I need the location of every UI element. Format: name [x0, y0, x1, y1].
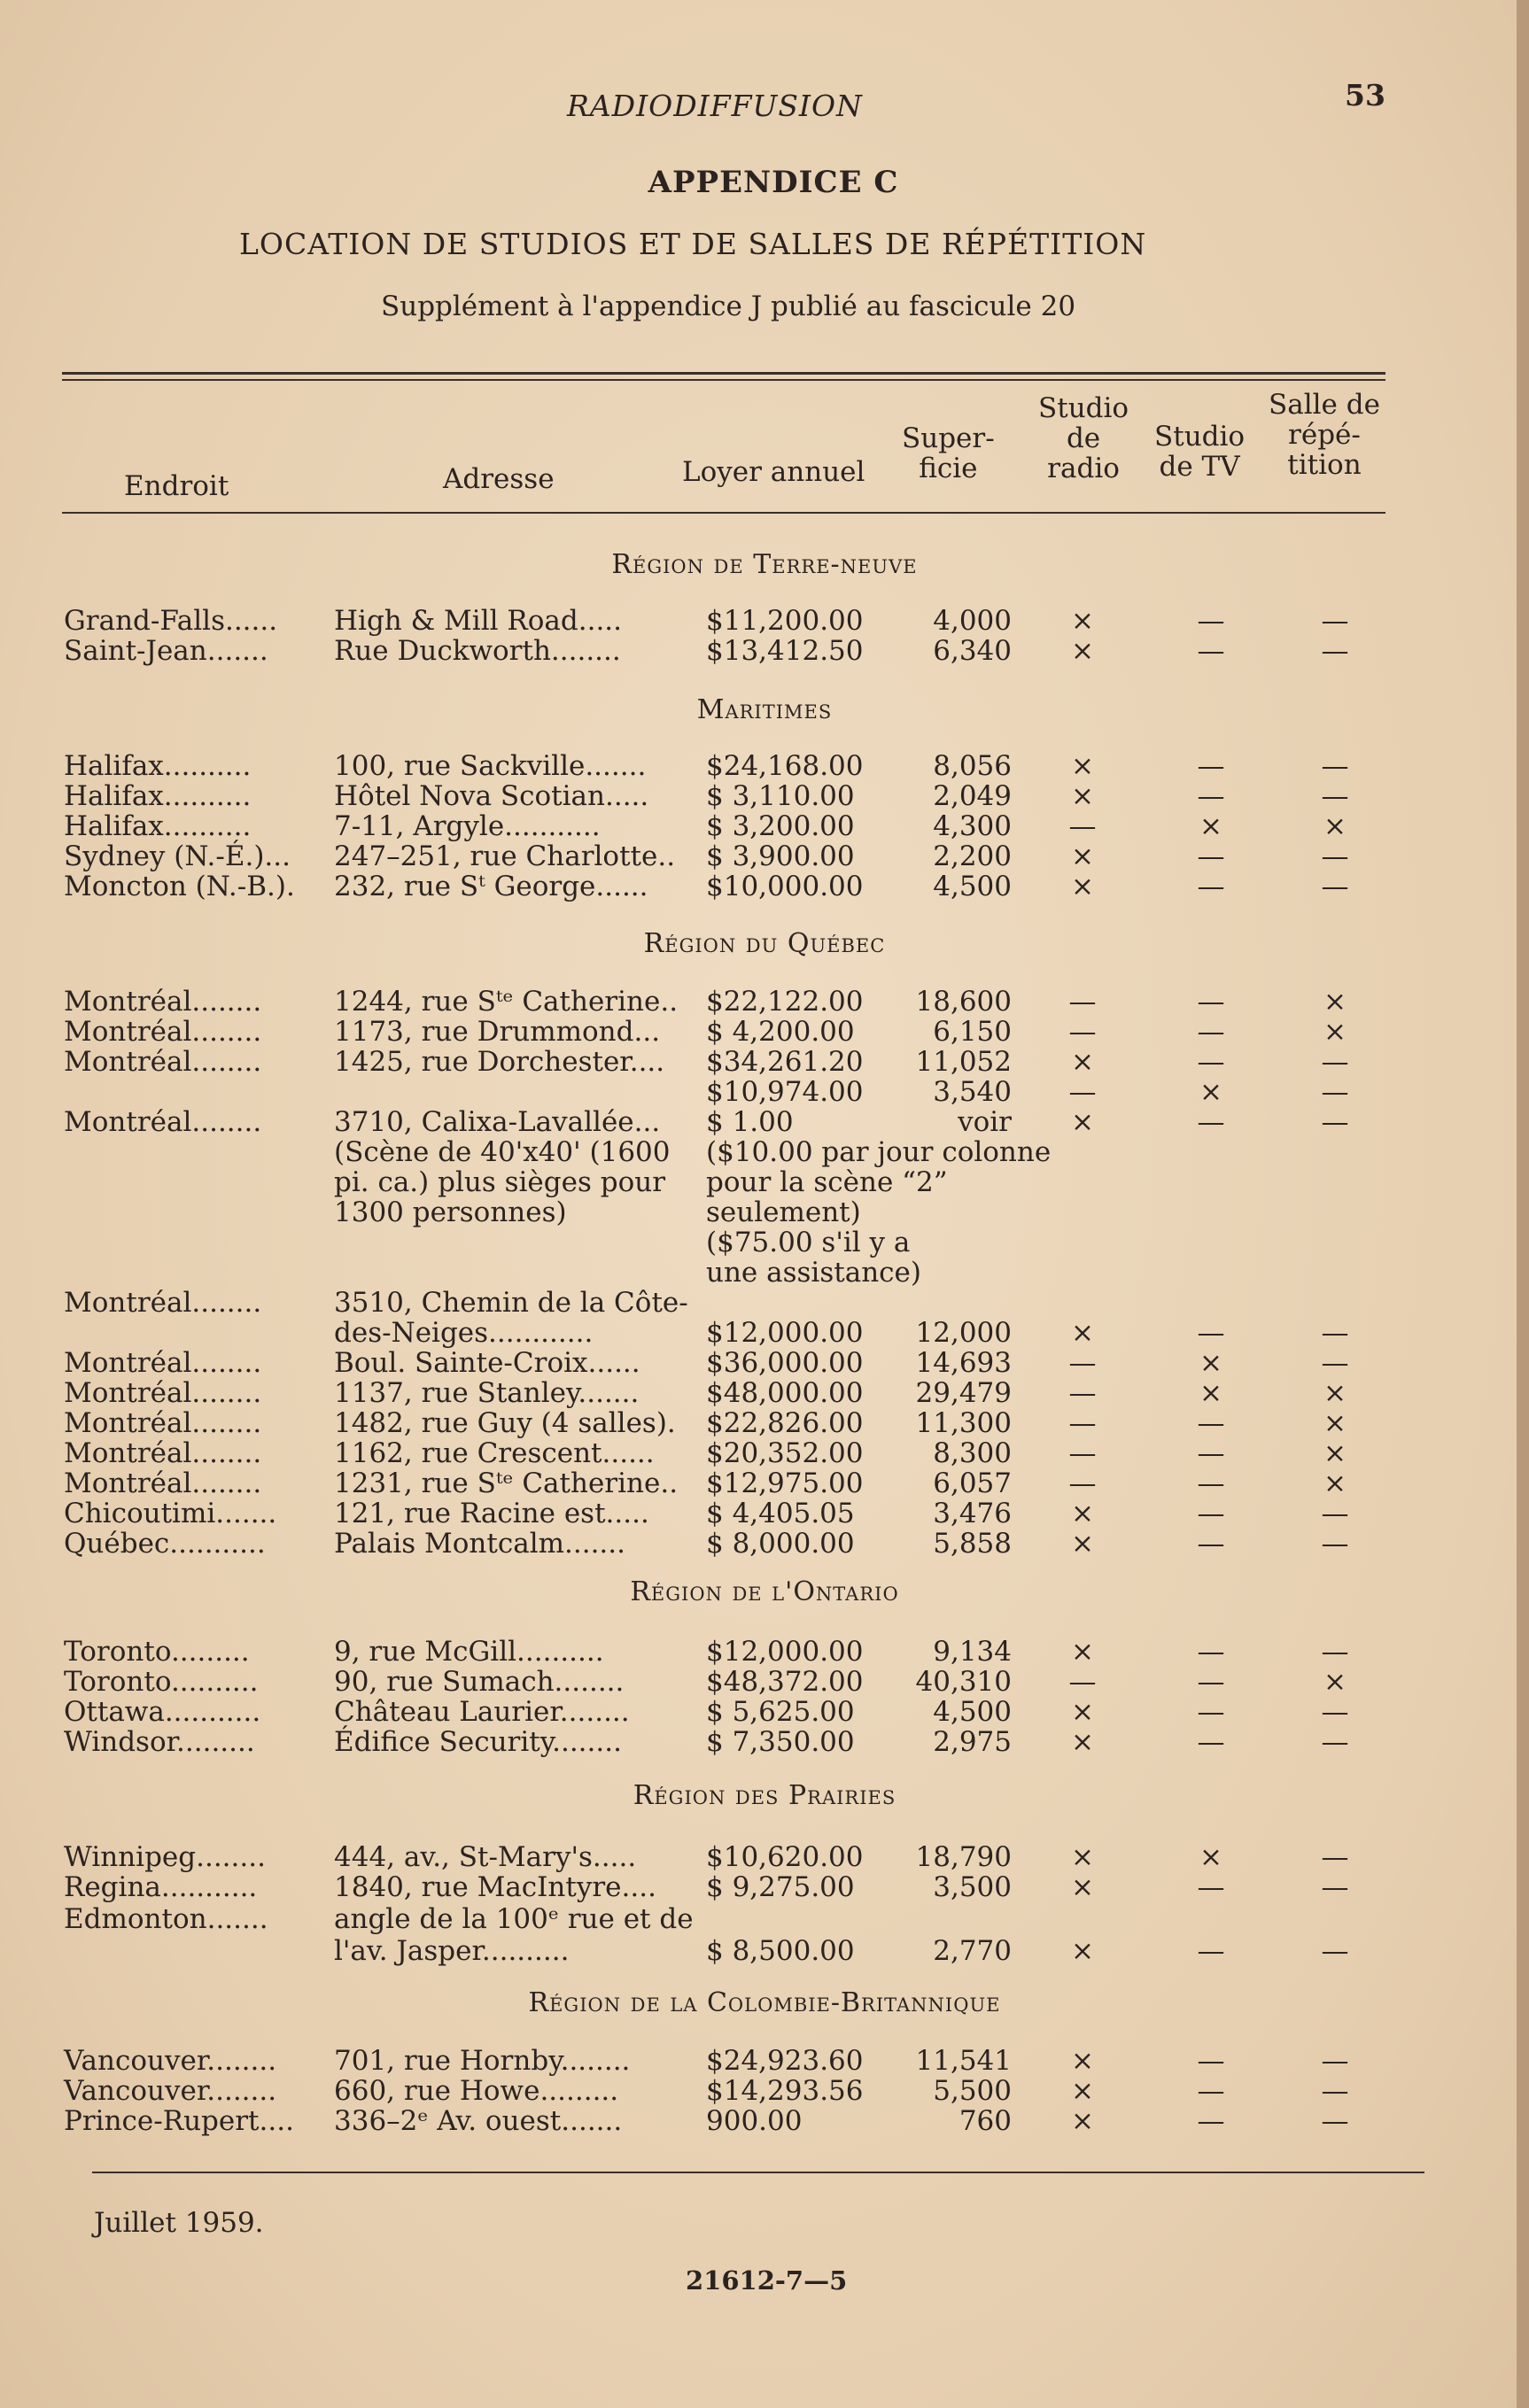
table-row — [64, 2076, 1393, 2106]
place-cell: Grand-Falls...... — [64, 605, 278, 637]
place-cell: Montréal........ — [64, 1437, 262, 1469]
rent-cell: 900.00 — [706, 2105, 803, 2137]
address-cell: 1840, rue MacIntyre.... — [334, 1871, 656, 1903]
rehearsal-room-cell: — — [1321, 1935, 1349, 1967]
rehearsal-room-cell: × — [1323, 1437, 1347, 1469]
place-cell: Ottawa........... — [64, 1696, 261, 1728]
rehearsal-room-cell: — — [1321, 2075, 1349, 2107]
document-subtitle: Supplément à l'appendice J publié au fascicule 20 — [381, 290, 1076, 322]
tv-studio-cell: — — [1197, 1407, 1225, 1439]
tv-studio-cell: — — [1197, 1871, 1225, 1903]
rehearsal-room-cell: — — [1321, 750, 1349, 782]
table-row — [64, 811, 1393, 841]
place-cell: Toronto.......... — [64, 1666, 259, 1698]
place-cell: Montréal........ — [64, 1467, 262, 1499]
area-cell: 14,693 — [915, 1347, 1012, 1379]
rehearsal-room-cell: — — [1321, 1696, 1349, 1728]
place-cell: Montréal........ — [64, 986, 262, 1018]
page-number: 53 — [1345, 78, 1385, 112]
radio-studio-cell: × — [1071, 2045, 1094, 2077]
tv-studio-cell: — — [1197, 1696, 1225, 1728]
radio-studio-cell: × — [1071, 1696, 1094, 1728]
table-row — [64, 1197, 1393, 1227]
tv-studio-cell: × — [1199, 1076, 1222, 1108]
rehearsal-room-cell: — — [1321, 1076, 1349, 1108]
place-cell: Prince-Rupert.... — [64, 2105, 294, 2137]
rehearsal-room-cell: — — [1321, 2045, 1349, 2077]
address-cell: 1173, rue Drummond... — [334, 1016, 661, 1048]
tv-studio-cell: — — [1197, 1467, 1225, 1499]
radio-studio-cell: × — [1071, 1871, 1094, 1903]
rehearsal-room-cell: — — [1321, 635, 1349, 667]
area-cell: 9,134 — [933, 1636, 1012, 1668]
area-cell: 29,479 — [915, 1377, 1012, 1409]
table-row — [64, 1077, 1393, 1107]
radio-studio-cell: — — [1068, 986, 1097, 1018]
area-cell: 6,057 — [933, 1467, 1012, 1499]
tv-studio-cell: — — [1197, 780, 1225, 812]
rehearsal-room-cell: × — [1323, 1666, 1347, 1698]
tv-studio-cell: — — [1197, 1106, 1225, 1138]
address-cell: Palais Montcalm....... — [334, 1528, 625, 1560]
rehearsal-room-cell: — — [1321, 840, 1349, 872]
running-title: RADIODIFFUSION — [567, 89, 863, 123]
tv-studio-cell: — — [1197, 2075, 1225, 2107]
address-cell: des-Neiges............ — [334, 1317, 594, 1349]
tv-studio-cell: — — [1197, 2105, 1225, 2137]
rent-cell: $ 9,275.00 — [706, 1871, 855, 1903]
address-cell: 1482, rue Guy (4 salles). — [334, 1407, 676, 1439]
rent-cell: $22,122.00 — [706, 986, 864, 1018]
table-row — [64, 1137, 1393, 1167]
place-cell: Montréal........ — [64, 1046, 262, 1078]
rent-cell: $10,000.00 — [706, 871, 864, 902]
table-row — [64, 1904, 1393, 1934]
top-rule — [62, 372, 1385, 375]
address-cell: 1162, rue Crescent...... — [334, 1437, 655, 1469]
table-row — [64, 1498, 1393, 1529]
area-cell: 18,600 — [915, 986, 1012, 1018]
table-row — [64, 1258, 1393, 1288]
top-rule-2 — [62, 379, 1385, 381]
area-cell: 8,056 — [933, 750, 1012, 782]
col-header-tv: Studio de TV — [1154, 421, 1246, 483]
address-cell: Hôtel Nova Scotian..... — [334, 780, 649, 812]
tv-studio-cell: — — [1197, 1317, 1225, 1349]
rent-cell: $34,261.20 — [706, 1046, 864, 1078]
rehearsal-room-cell: × — [1323, 810, 1347, 842]
address-cell: 1231, rue Sᵗᵉ Catherine.. — [334, 1467, 679, 1499]
tv-studio-cell: × — [1199, 1377, 1222, 1409]
radio-studio-cell: — — [1068, 1377, 1097, 1409]
tv-studio-cell: — — [1197, 750, 1225, 782]
rent-cell: $12,975.00 — [706, 1467, 864, 1499]
radio-studio-cell: × — [1071, 1046, 1094, 1078]
area-cell: 18,790 — [915, 1841, 1012, 1873]
radio-studio-cell: × — [1071, 635, 1094, 667]
col-header-address: Adresse — [443, 463, 555, 495]
rent-cell: $ 5,625.00 — [706, 1696, 855, 1728]
table-row — [64, 1697, 1393, 1727]
rehearsal-room-cell: — — [1321, 780, 1349, 812]
address-cell: 3510, Chemin de la Côte- — [334, 1287, 688, 1319]
area-cell: 12,000 — [915, 1317, 1012, 1349]
rent-cell: $12,000.00 — [706, 1636, 864, 1668]
rent-cell: $13,412.50 — [706, 635, 864, 667]
footer-date: Juillet 1959. — [94, 2207, 264, 2239]
table-row — [64, 1288, 1393, 1318]
place-cell: Vancouver........ — [64, 2045, 277, 2077]
address-cell: 90, rue Sumach........ — [334, 1666, 625, 1698]
rent-cell: $48,372.00 — [706, 1666, 864, 1698]
tv-studio-cell: × — [1199, 1841, 1222, 1873]
address-cell: 100, rue Sackville....... — [334, 750, 647, 782]
radio-studio-cell: × — [1071, 1317, 1094, 1349]
place-cell: Montréal........ — [64, 1106, 262, 1138]
rehearsal-room-cell: — — [1321, 871, 1349, 902]
address-cell: Boul. Sainte-Croix...... — [334, 1347, 640, 1379]
table-row — [64, 1167, 1393, 1197]
radio-studio-cell: — — [1068, 1016, 1097, 1048]
table-row — [64, 1378, 1393, 1408]
tv-studio-cell: — — [1197, 1046, 1225, 1078]
radio-studio-cell: × — [1071, 1106, 1094, 1138]
radio-studio-cell: × — [1071, 1636, 1094, 1668]
radio-studio-cell: × — [1071, 840, 1094, 872]
area-cell: 8,300 — [933, 1437, 1012, 1469]
table-row — [64, 606, 1393, 636]
tv-studio-cell: — — [1197, 986, 1225, 1018]
area-cell: 5,500 — [933, 2075, 1012, 2107]
area-cell: 6,340 — [933, 635, 1012, 667]
table-row — [64, 781, 1393, 811]
tv-studio-cell: — — [1197, 1636, 1225, 1668]
address-cell: 1300 personnes) — [334, 1196, 567, 1228]
tv-studio-cell: — — [1197, 1016, 1225, 1048]
tv-studio-cell: — — [1197, 635, 1225, 667]
address-cell: 7-11, Argyle........... — [334, 810, 601, 842]
tv-studio-cell: × — [1199, 810, 1222, 842]
area-cell: 3,476 — [933, 1498, 1012, 1529]
radio-studio-cell: × — [1071, 871, 1094, 902]
rent-cell: $36,000.00 — [706, 1347, 864, 1379]
table-row — [64, 636, 1393, 666]
area-cell: 3,500 — [933, 1871, 1012, 1903]
tv-studio-cell: — — [1197, 840, 1225, 872]
address-cell: 1137, rue Stanley....... — [334, 1377, 640, 1409]
tv-studio-cell: — — [1197, 1726, 1225, 1758]
rehearsal-room-cell: — — [1321, 1871, 1349, 1903]
table-row — [64, 1408, 1393, 1438]
tv-studio-cell: — — [1197, 871, 1225, 902]
rent-cell: $11,200.00 — [706, 605, 864, 637]
table-row — [64, 1438, 1393, 1468]
address-cell: High & Mill Road..... — [334, 605, 623, 637]
area-cell: 11,300 — [915, 1407, 1012, 1439]
area-cell: 4,000 — [933, 605, 1012, 637]
table-row — [64, 1842, 1393, 1872]
rehearsal-room-cell: — — [1321, 1317, 1349, 1349]
place-cell: Montréal........ — [64, 1347, 262, 1379]
address-cell: 247–251, rue Charlotte.. — [334, 840, 676, 872]
rehearsal-room-cell: — — [1321, 1636, 1349, 1668]
rent-cell: $20,352.00 — [706, 1437, 864, 1469]
table-row — [64, 1872, 1393, 1902]
radio-studio-cell: × — [1071, 1841, 1094, 1873]
rehearsal-room-cell: — — [1321, 2105, 1349, 2137]
tv-studio-cell: — — [1197, 2045, 1225, 2077]
rehearsal-room-cell: — — [1321, 605, 1349, 637]
rent-cell: $24,923.60 — [706, 2045, 864, 2077]
area-cell: 2,200 — [933, 840, 1012, 872]
rent-cell: pour la scène “2” — [706, 1166, 948, 1198]
rehearsal-room-cell: — — [1321, 1726, 1349, 1758]
table-row — [64, 871, 1393, 902]
col-header-radio: Studio de radio — [1038, 392, 1129, 484]
rent-cell: $ 3,200.00 — [706, 810, 855, 842]
address-cell: 336–2ᵉ Av. ouest....... — [334, 2105, 623, 2137]
rent-cell: $ 8,500.00 — [706, 1935, 855, 1967]
place-cell: Montréal........ — [64, 1407, 262, 1439]
place-cell: Sydney (N.-É.)... — [64, 840, 291, 872]
rehearsal-room-cell: × — [1323, 1016, 1347, 1048]
rent-cell: $ 3,900.00 — [706, 840, 855, 872]
table-row — [64, 1017, 1393, 1047]
address-cell: 232, rue Sᵗ George...... — [334, 871, 648, 902]
rent-cell: $12,000.00 — [706, 1317, 864, 1349]
radio-studio-cell: — — [1068, 1407, 1097, 1439]
table-row — [64, 1468, 1393, 1498]
address-cell: Château Laurier........ — [334, 1696, 630, 1728]
radio-studio-cell: × — [1071, 1726, 1094, 1758]
table-row — [64, 1227, 1393, 1258]
tv-studio-cell: — — [1197, 1666, 1225, 1698]
rent-cell: $10,974.00 — [706, 1076, 864, 1108]
region-heading: Région de Terre-neuve — [611, 549, 918, 580]
table-row — [64, 2046, 1393, 2076]
rent-cell: $ 7,350.00 — [706, 1726, 855, 1758]
radio-studio-cell: — — [1068, 1347, 1097, 1379]
table-row — [64, 1637, 1393, 1667]
page-edge — [1517, 0, 1529, 2408]
area-cell: 4,300 — [933, 810, 1012, 842]
place-cell: Windsor......... — [64, 1726, 255, 1758]
table-row — [64, 1047, 1393, 1077]
place-cell: Montréal........ — [64, 1287, 262, 1319]
col-header-place: Endroit — [124, 470, 229, 502]
region-heading: Maritimes — [696, 694, 833, 725]
address-cell: 3710, Calixa-Lavallée... — [334, 1106, 661, 1138]
radio-studio-cell: × — [1071, 1528, 1094, 1560]
address-cell: Rue Duckworth........ — [334, 635, 621, 667]
place-cell: Vancouver........ — [64, 2075, 277, 2107]
tv-studio-cell: — — [1197, 1528, 1225, 1560]
tv-studio-cell: — — [1197, 1935, 1225, 1967]
place-cell: Saint-Jean....... — [64, 635, 268, 667]
address-cell: Édifice Security........ — [334, 1726, 622, 1758]
region-heading: Région du Québec — [643, 928, 886, 959]
place-cell: Québec........... — [64, 1528, 266, 1560]
rehearsal-room-cell: × — [1323, 1377, 1347, 1409]
address-cell: 1244, rue Sᵗᵉ Catherine.. — [334, 986, 679, 1018]
table-row — [64, 751, 1393, 781]
rent-cell: seulement) — [706, 1196, 861, 1228]
rent-cell: $ 1.00 — [706, 1106, 794, 1138]
place-cell: Edmonton....... — [64, 1903, 268, 1935]
place-cell: Halifax.......... — [64, 780, 252, 812]
place-cell: Toronto......... — [64, 1636, 250, 1668]
area-cell: 4,500 — [933, 871, 1012, 902]
area-cell: 760 — [959, 2105, 1012, 2137]
rent-cell: $48,000.00 — [706, 1377, 864, 1409]
region-heading: Région de la Colombie-Britannique — [528, 1987, 1001, 2018]
rent-cell: $14,293.56 — [706, 2075, 864, 2107]
address-cell: 701, rue Hornby........ — [334, 2045, 631, 2077]
bottom-rule — [92, 2172, 1424, 2173]
place-cell: Moncton (N.-B.). — [64, 871, 295, 902]
rent-cell: $ 8,000.00 — [706, 1528, 855, 1560]
document-title: LOCATION DE STUDIOS ET DE SALLES DE RÉPÉTITION — [239, 227, 1147, 261]
footer-code: 21612-7—5 — [686, 2265, 848, 2296]
rent-cell: $ 4,200.00 — [706, 1016, 855, 1048]
table-row — [64, 2106, 1393, 2136]
table-row — [64, 1667, 1393, 1697]
radio-studio-cell: × — [1071, 780, 1094, 812]
area-cell: 2,770 — [933, 1935, 1012, 1967]
place-cell: Halifax.......... — [64, 810, 252, 842]
address-cell: angle de la 100ᵉ rue et de — [334, 1903, 694, 1935]
place-cell: Montréal........ — [64, 1377, 262, 1409]
address-cell: l'av. Jasper.......... — [334, 1935, 570, 1967]
rehearsal-room-cell: — — [1321, 1528, 1349, 1560]
table-row — [64, 1727, 1393, 1757]
radio-studio-cell: — — [1068, 1076, 1097, 1108]
rent-cell: $ 3,110.00 — [706, 780, 855, 812]
rehearsal-room-cell: — — [1321, 1841, 1349, 1873]
address-cell: 9, rue McGill.......... — [334, 1636, 604, 1668]
rehearsal-room-cell: × — [1323, 1467, 1347, 1499]
rent-cell: $ 4,405.05 — [706, 1498, 855, 1529]
rent-cell: ($75.00 s'il y a — [706, 1227, 911, 1258]
radio-studio-cell: — — [1068, 1467, 1097, 1499]
table-row — [64, 1348, 1393, 1378]
rent-cell: $10,620.00 — [706, 1841, 864, 1873]
table-row — [64, 1936, 1393, 1966]
address-cell: 121, rue Racine est..... — [334, 1498, 649, 1529]
tv-studio-cell: — — [1197, 1498, 1225, 1529]
area-cell: 5,858 — [933, 1528, 1012, 1560]
area-cell: 11,541 — [915, 2045, 1012, 2077]
table-row — [64, 841, 1393, 871]
address-cell: 444, av., St-Mary's..... — [334, 1841, 637, 1873]
area-cell: 2,975 — [933, 1726, 1012, 1758]
rent-cell: une assistance) — [706, 1257, 921, 1289]
radio-studio-cell: × — [1071, 750, 1094, 782]
area-cell: 11,052 — [915, 1046, 1012, 1078]
col-header-rehearsal: Salle de répé- tition — [1269, 389, 1380, 481]
table-row — [64, 987, 1393, 1017]
rent-cell: $22,826.00 — [706, 1407, 864, 1439]
table-row — [64, 1318, 1393, 1348]
region-heading: Région des Prairies — [633, 1780, 896, 1811]
radio-studio-cell: × — [1071, 605, 1094, 637]
rehearsal-room-cell: — — [1321, 1046, 1349, 1078]
place-cell: Regina........... — [64, 1871, 258, 1903]
appendix-heading: APPENDICE C — [648, 165, 899, 200]
radio-studio-cell: × — [1071, 2105, 1094, 2137]
header-rule — [62, 512, 1385, 514]
table-row — [64, 1107, 1393, 1137]
rehearsal-room-cell: × — [1323, 986, 1347, 1018]
rent-cell: $24,168.00 — [706, 750, 864, 782]
place-cell: Winnipeg........ — [64, 1841, 266, 1873]
tv-studio-cell: — — [1197, 1437, 1225, 1469]
radio-studio-cell: × — [1071, 1498, 1094, 1529]
col-header-rent: Loyer annuel — [682, 456, 865, 488]
place-cell: Halifax.......... — [64, 750, 252, 782]
tv-studio-cell: × — [1199, 1347, 1222, 1379]
address-cell: (Scène de 40'x40' (1600 — [334, 1136, 671, 1168]
rehearsal-room-cell: — — [1321, 1347, 1349, 1379]
area-cell: voir — [958, 1106, 1012, 1138]
radio-studio-cell: — — [1068, 810, 1097, 842]
place-cell: Chicoutimi....... — [64, 1498, 277, 1529]
table-row — [64, 1529, 1393, 1559]
radio-studio-cell: × — [1071, 2075, 1094, 2107]
address-cell: 1425, rue Dorchester.... — [334, 1046, 665, 1078]
address-cell: pi. ca.) plus sièges pour — [334, 1166, 666, 1198]
area-cell: 40,310 — [915, 1666, 1012, 1698]
radio-studio-cell: — — [1068, 1437, 1097, 1469]
col-header-area: Super- ficie — [902, 422, 995, 484]
rehearsal-room-cell: — — [1321, 1498, 1349, 1529]
area-cell: 3,540 — [933, 1076, 1012, 1108]
tv-studio-cell: — — [1197, 605, 1225, 637]
rehearsal-room-cell: × — [1323, 1407, 1347, 1439]
radio-studio-cell: — — [1068, 1666, 1097, 1698]
area-cell: 4,500 — [933, 1696, 1012, 1728]
area-cell: 6,150 — [933, 1016, 1012, 1048]
region-heading: Région de l'Ontario — [630, 1576, 899, 1607]
address-cell: 660, rue Howe......... — [334, 2075, 619, 2107]
area-cell: 2,049 — [933, 780, 1012, 812]
place-cell: Montréal........ — [64, 1016, 262, 1048]
rent-cell: ($10.00 par jour colonne — [706, 1136, 1052, 1168]
radio-studio-cell: × — [1071, 1935, 1094, 1967]
rehearsal-room-cell: — — [1321, 1106, 1349, 1138]
